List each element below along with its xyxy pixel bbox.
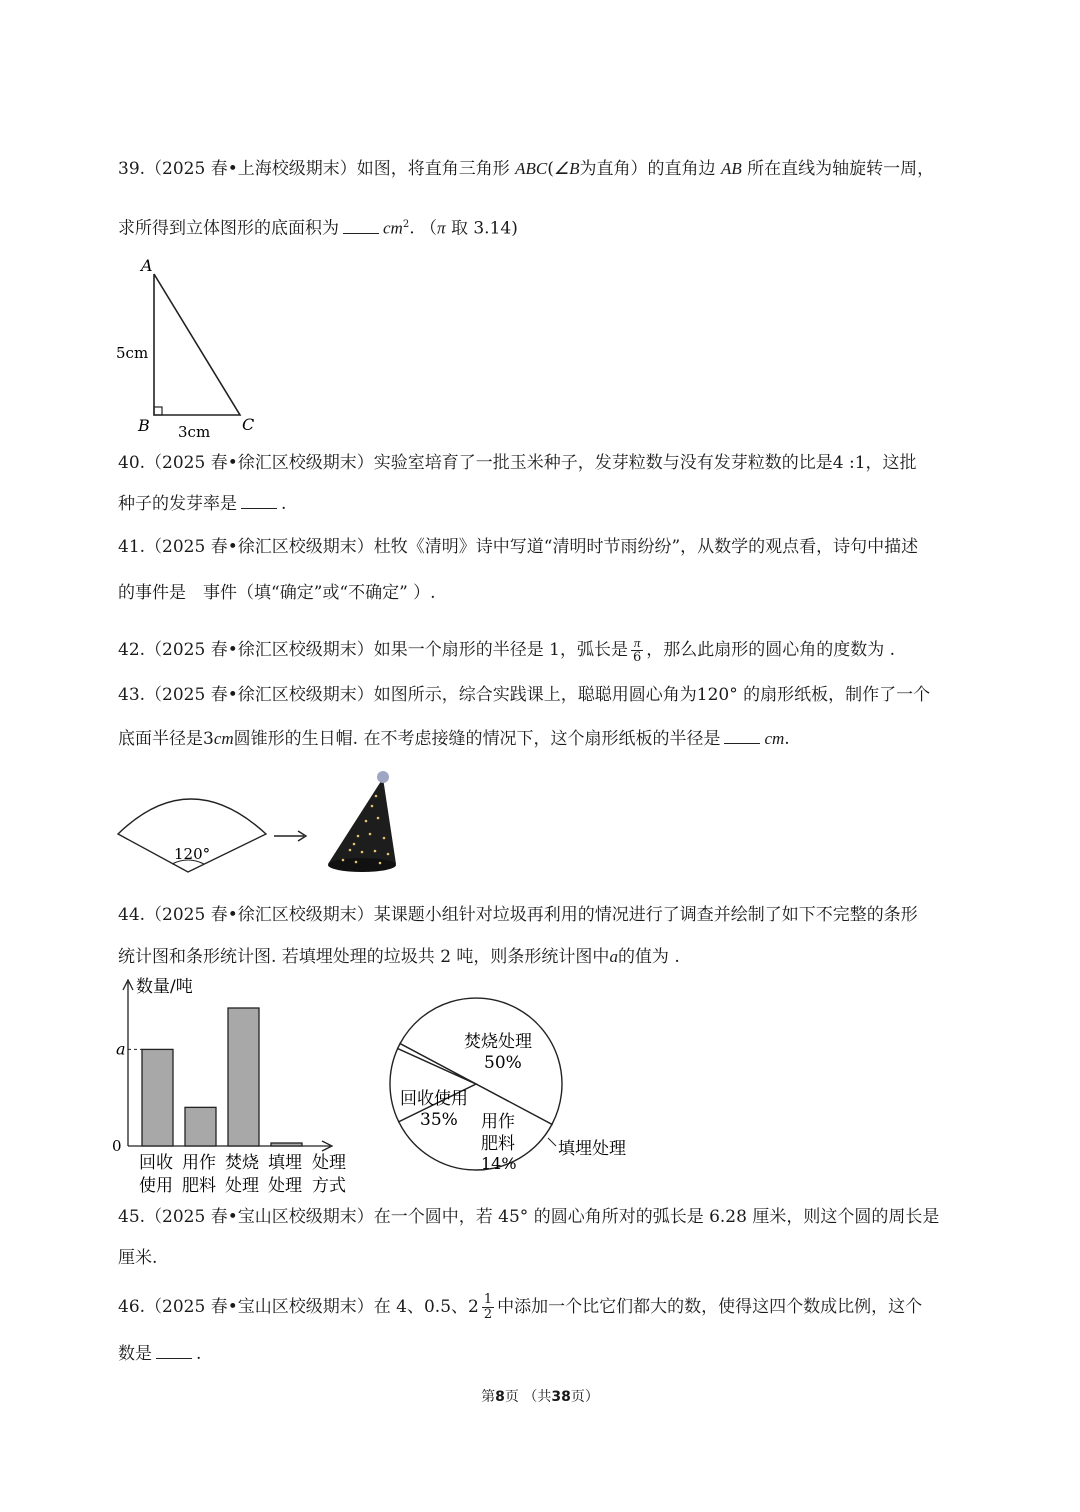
bar-xlabel-2-1: 处理 <box>225 1176 259 1196</box>
q44-var-a: a <box>609 947 618 966</box>
q43-unit-2: cm <box>764 729 785 748</box>
pie-label-landfill: 填埋处理 <box>558 1139 626 1159</box>
q44-line2 <box>118 946 680 968</box>
bar-3 <box>271 1143 302 1146</box>
q44-text-b: 统计图和条形统计图. 若填埋处理的垃圾共 2 吨，则条形统计图中 <box>118 947 610 967</box>
q39-unit-sup: 2 <box>402 219 410 230</box>
q42-frac-num: π <box>631 636 643 651</box>
bar-ytick-a: a <box>116 1039 126 1059</box>
q39-paren-close: ）的直角边 <box>630 159 716 179</box>
q40-line2 <box>118 493 286 515</box>
q39-text-e: 取 3.14) <box>445 218 518 239</box>
q39-abc: ABC <box>515 159 548 178</box>
right-angle-mark <box>154 407 162 415</box>
bar-1 <box>185 1107 216 1146</box>
q39-angle: ∠B <box>553 159 580 178</box>
q45-number: 45. <box>118 1207 146 1227</box>
q45-line2 <box>118 1247 157 1269</box>
q43-number: 43. <box>118 685 146 705</box>
footer-total: 38 <box>551 1389 571 1405</box>
q45-text-a: 在一个圆中，若 45° 的圆心角所对的弧长是 6.28 厘米，则这个圆的周长是 <box>373 1207 940 1227</box>
q40-line1 <box>118 452 917 474</box>
q39-text-c: 求所得到立体图形的底面积为 <box>118 218 339 239</box>
bar-xlabel-3-0: 填埋 <box>268 1153 302 1173</box>
party-hat-icon <box>328 771 396 872</box>
q44-text-a: 某课题小组针对垃圾再利用的情况进行了调查并绘制了如下不完整的条形 <box>373 905 918 925</box>
q43-text-d: . <box>784 729 790 749</box>
pie-pct-burn: 50% <box>484 1053 522 1073</box>
bar-group <box>142 1008 302 1146</box>
q39-ab: AB <box>720 159 742 178</box>
pie-label-fert-1: 用作 <box>481 1112 515 1132</box>
triangle-abc <box>154 274 240 415</box>
q43-text-c: 圆锥形的生日帽. 在不考虑接缝的情况下，这个扇形纸板的半径是 <box>233 729 721 749</box>
q39-unit: cm <box>383 218 403 238</box>
footer-suffix: 页） <box>570 1389 599 1405</box>
pie-label-fert-2: 肥料 <box>481 1134 515 1154</box>
q40-text-d: . <box>281 494 287 514</box>
q39-line1 <box>118 158 934 180</box>
bar-xlabel-line1: 处理 <box>312 1153 346 1173</box>
q44-line1 <box>118 904 918 926</box>
label-b: B <box>138 416 150 435</box>
q42-number: 42. <box>118 640 146 660</box>
q46-frac-num: 1 <box>483 1292 493 1307</box>
q41-number: 41. <box>118 537 146 557</box>
q46-text-d: . <box>196 1344 202 1364</box>
pie-label-recycle: 回收使用 <box>400 1089 468 1109</box>
answer-blank <box>343 219 379 234</box>
q42-source: （2025 春•徐汇区校级期末） <box>145 640 374 660</box>
label-a: A <box>141 256 153 275</box>
label-c: C <box>242 415 255 434</box>
q40-text-a: 实验室培育了一批玉米种子，发芽粒数与没有发芽粒数的比是 <box>373 453 833 473</box>
q41-text-b: 的事件是 事件（填“确定”或“不确定” ）. <box>118 583 436 603</box>
q40-text-b: ，这批 <box>865 453 917 473</box>
page-footer <box>0 1386 1080 1406</box>
footer-page: 8 <box>495 1389 505 1405</box>
bar-xlabel-group <box>139 1153 302 1196</box>
bar-ylabel: 数量/吨 <box>136 977 193 997</box>
answer-blank <box>241 494 277 509</box>
footer-prefix: 第 <box>481 1389 496 1405</box>
q39-paren: ( <box>547 159 554 179</box>
q40-ratio: 4 :1 <box>832 453 866 473</box>
q41-line2 <box>118 582 436 604</box>
q41-source: （2025 春•徐汇区校级期末） <box>145 537 374 557</box>
pie-pct-fert: 14% <box>481 1154 517 1173</box>
q42-fraction <box>631 636 643 665</box>
bar-xlabel-0-0: 回收 <box>139 1153 173 1173</box>
q45-line1 <box>118 1206 939 1228</box>
pie-pct-recycle: 35% <box>420 1110 458 1130</box>
q46-source: （2025 春•宝山区校级期末） <box>145 1297 374 1317</box>
q46-text-a: 在 4、0.5、2 <box>373 1297 479 1317</box>
landfill-leader-line <box>548 1138 556 1146</box>
bar-xlabel-1-0: 用作 <box>182 1153 216 1173</box>
bar-0 <box>142 1049 173 1146</box>
q41-line1 <box>118 536 918 558</box>
q46-frac-den: 2 <box>483 1307 493 1322</box>
q46-line2 <box>118 1343 201 1365</box>
q39-line2 <box>118 214 518 240</box>
bar-chart <box>108 970 368 1200</box>
q39-text-b: 所在直线为轴旋转一周， <box>747 159 935 179</box>
q43-line2 <box>118 728 790 750</box>
sector-angle-label: 120° <box>174 845 211 863</box>
q40-source: （2025 春•徐汇区校级期末） <box>145 453 374 473</box>
answer-blank <box>724 729 760 744</box>
sector-cone-figure <box>110 766 410 882</box>
q39-text-d: . （ <box>409 218 438 239</box>
q43-source: （2025 春•徐汇区校级期末） <box>145 685 374 705</box>
bar-xlabel-2-0: 焚烧 <box>225 1153 259 1173</box>
bar-ytick-0: 0 <box>112 1137 122 1155</box>
q39-angle-text: 为直角 <box>579 159 631 179</box>
footer-mid: 页 （共 <box>504 1389 552 1405</box>
q44-text-c: 的值为 . <box>617 947 680 967</box>
bar-xlabel-line2: 方式 <box>312 1176 346 1196</box>
side-ab-label: 5cm <box>116 344 149 362</box>
q42-frac-den: 6 <box>632 650 642 665</box>
bar-xlabel-1-1: 肥料 <box>182 1176 216 1196</box>
q40-number: 40. <box>118 453 146 473</box>
bar-xlabel-3-1: 处理 <box>268 1176 302 1196</box>
q42-text-b: ，那么此扇形的圆心角的度数为 . <box>646 640 896 660</box>
q43-text-b: 底面半径是3 <box>118 729 214 749</box>
q44-number: 44. <box>118 905 146 925</box>
q39-pi: π <box>437 218 446 238</box>
q41-text-a: 杜牧《清明》诗中写道“清明时节雨纷纷”，从数学的观点看，诗句中描述 <box>373 537 919 557</box>
q39-number: 39. <box>118 159 146 179</box>
q39-text-a: 如图，将直角三角形 <box>356 159 510 179</box>
q40-text-c: 种子的发芽率是 <box>118 494 237 514</box>
pie-label-burn: 焚烧处理 <box>464 1032 532 1052</box>
q39-source: （2025 春•上海校级期末） <box>145 159 357 179</box>
q46-text-b: 中添加一个比它们都大的数，使得这四个数成比例，这个 <box>497 1297 923 1317</box>
q43-line1 <box>118 684 930 706</box>
q45-source: （2025 春•宝山区校级期末） <box>145 1207 374 1227</box>
q42-text-a: 如果一个扇形的半径是 1，弧长是 <box>373 640 628 660</box>
q44-source: （2025 春•徐汇区校级期末） <box>145 905 374 925</box>
q43-text-a: 如图所示，综合实践课上，聪聪用圆心角为120° 的扇形纸板，制作了一个 <box>373 685 931 705</box>
q46-line1 <box>118 1293 922 1322</box>
q43-unit: cm <box>213 729 234 748</box>
answer-blank <box>156 1344 192 1359</box>
q45-text-b: 厘米. <box>118 1248 158 1268</box>
q46-fraction <box>482 1293 494 1322</box>
bar-xlabel-0-1: 使用 <box>139 1176 173 1196</box>
q46-number: 46. <box>118 1297 146 1317</box>
triangle-figure <box>108 252 268 442</box>
q42-line1 <box>118 636 895 665</box>
bar-2 <box>228 1008 259 1146</box>
pie-chart <box>380 994 660 1184</box>
q46-text-c: 数是 <box>118 1344 152 1364</box>
pie-slice-group <box>390 998 562 1170</box>
side-bc-label: 3cm <box>178 423 211 441</box>
